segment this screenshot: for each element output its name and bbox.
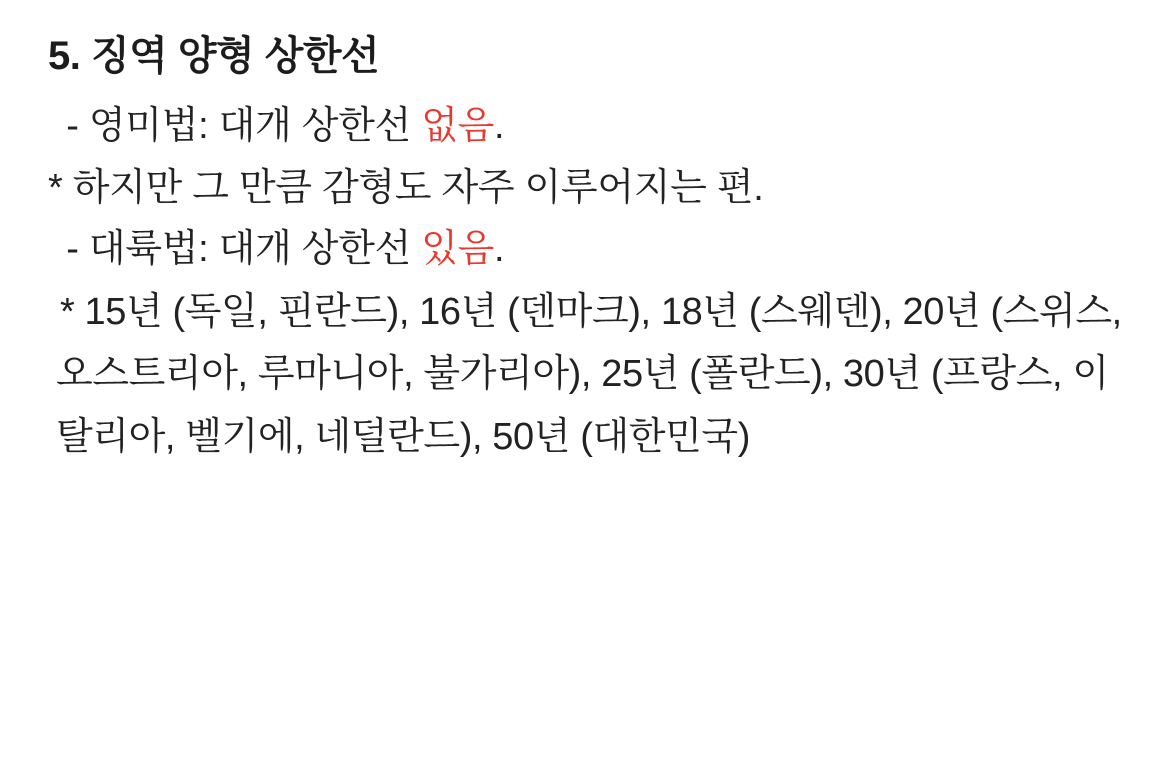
note-text: * 하지만 그 만큼 감형도 자주 이루어지는 편.: [48, 166, 764, 209]
bullet-anglo-american-law: [48, 96, 1130, 158]
bullet-text-suffix: .: [494, 228, 505, 271]
bullet-civil-law: [48, 219, 1130, 281]
examples-paragraph: * 15년 (독일, 핀란드), 16년 (덴마크), 18년 (스웨덴), 20년 (스위스, 오스트리아, 루마니아, 불가리아), 25년 (폴란드), 30년 (프랑스, 이탈리아, 벨기에, 네덜란드), 50년 (대한민국): [56, 290, 1122, 459]
bullet-text-prefix: - 영미법: 대개 상한선: [56, 105, 422, 147]
bullet-text-prefix: - 대륙법: 대개 상한선: [56, 228, 422, 271]
highlight-term-exists: 있음: [421, 228, 495, 271]
note-anglo-american-law: [48, 158, 1130, 220]
page-title: 5. 징역 양형 상한선: [48, 34, 380, 78]
highlight-term-none: 없음: [421, 105, 495, 147]
bullet-text-suffix: .: [494, 105, 505, 147]
